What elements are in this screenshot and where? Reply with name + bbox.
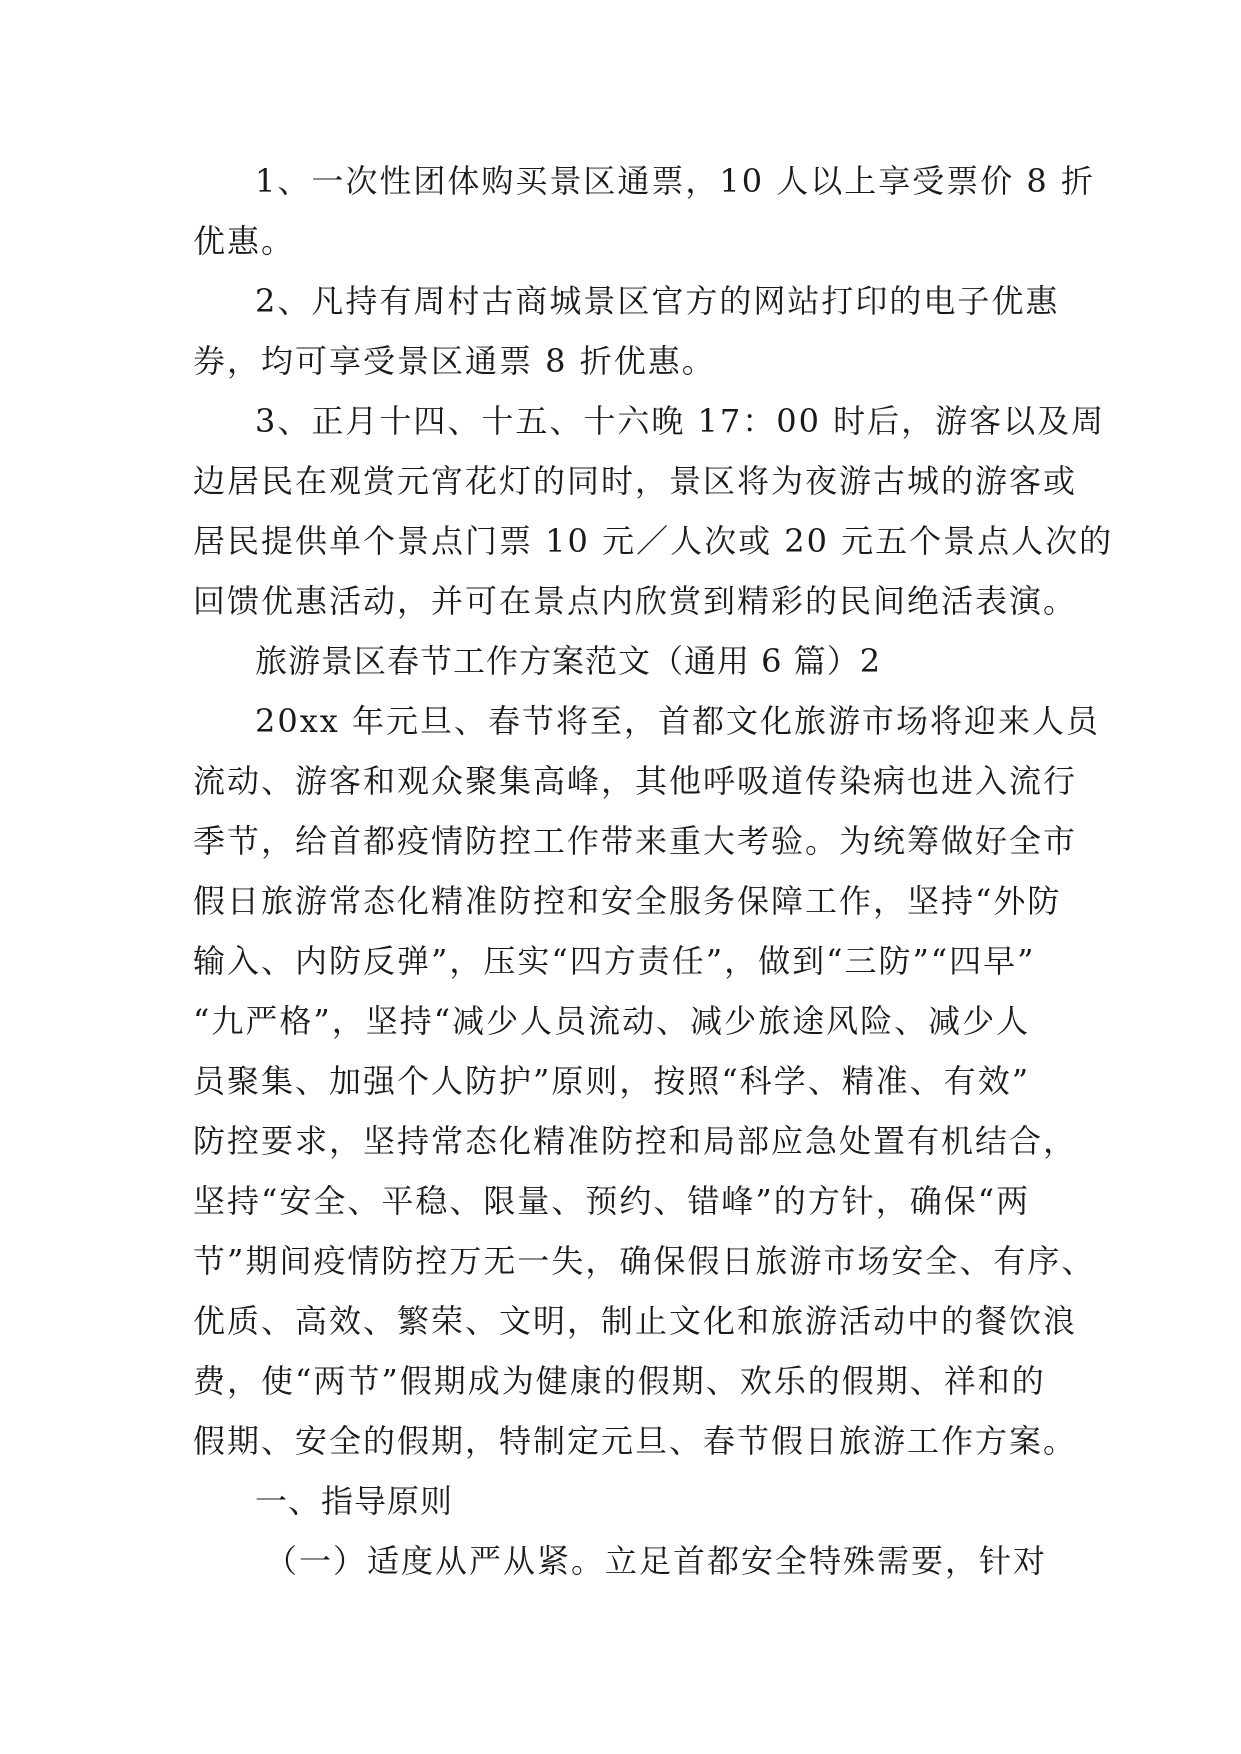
paragraph-line: 居民提供单个景点门票 10 元／人次或 20 元五个景点人次的 [193, 522, 1114, 560]
paragraph-line: 2、凡持有周村古商城景区官方的网站打印的电子优惠 [255, 282, 1060, 320]
paragraph-line: 券，均可享受景区通票 8 折优惠。 [193, 342, 716, 380]
paragraph-line: 回馈优惠活动，并可在景点内欣赏到精彩的民间绝活表演。 [193, 582, 1078, 620]
document-body [193, 162, 1114, 1603]
paragraph-line: 季节，给首都疫情防控工作带来重大考验。为统筹做好全市 [193, 822, 1078, 860]
paragraph-line: 防控要求，坚持常态化精准防控和局部应急处置有机结合， [193, 1122, 1078, 1160]
paragraph-line: 员聚集、加强个人防护”原则，按照“科学、精准、有效” [193, 1062, 1031, 1100]
paragraph-line: 20xx 年元旦、春节将至，首都文化旅游市场将迎来人员 [255, 702, 1100, 740]
paragraph-line: 节”期间疫情防控万无一失，确保假日旅游市场安全、有序、 [193, 1242, 1096, 1280]
paragraph-line: 优质、高效、繁荣、文明，制止文化和旅游活动中的餐饮浪 [193, 1302, 1078, 1340]
paragraph-line: （一）适度从严从紧。立足首都安全特殊需要，针对 [265, 1542, 1048, 1580]
paragraph-line: 坚持“安全、平稳、限量、预约、错峰”的方针，确保“两 [193, 1182, 1031, 1220]
paragraph-line: 3、正月十四、十五、十六晚 17：00 时后，游客以及周 [255, 402, 1106, 440]
paragraph-line: 假期、安全的假期，特制定元旦、春节假日旅游工作方案。 [193, 1422, 1078, 1460]
paragraph-line: 1、一次性团体购买景区通票，10 人以上享受票价 8 折 [255, 162, 1095, 200]
paragraph-line: 费，使“两节”假期成为健康的假期、欢乐的假期、祥和的 [193, 1362, 1046, 1400]
paragraph-line: “九严格”，坚持“减少人员流动、减少旅途风险、减少人 [193, 1002, 1031, 1040]
paragraph-line: 假日旅游常态化精准防控和安全服务保障工作，坚持“外防 [193, 882, 1062, 920]
paragraph-line: 输入、内防反弹”，压实“四方责任”，做到“三防”“四早” [193, 942, 1036, 980]
paragraph-line: 边居民在观赏元宵花灯的同时，景区将为夜游古城的游客或 [193, 462, 1078, 500]
section-title: 旅游景区春节工作方案范文（通用 6 篇）2 [255, 642, 882, 680]
section-heading: 一、指导原则 [255, 1482, 454, 1520]
paragraph-line: 流动、游客和观众聚集高峰，其他呼吸道传染病也进入流行 [193, 762, 1078, 800]
paragraph-line: 优惠。 [193, 222, 296, 260]
